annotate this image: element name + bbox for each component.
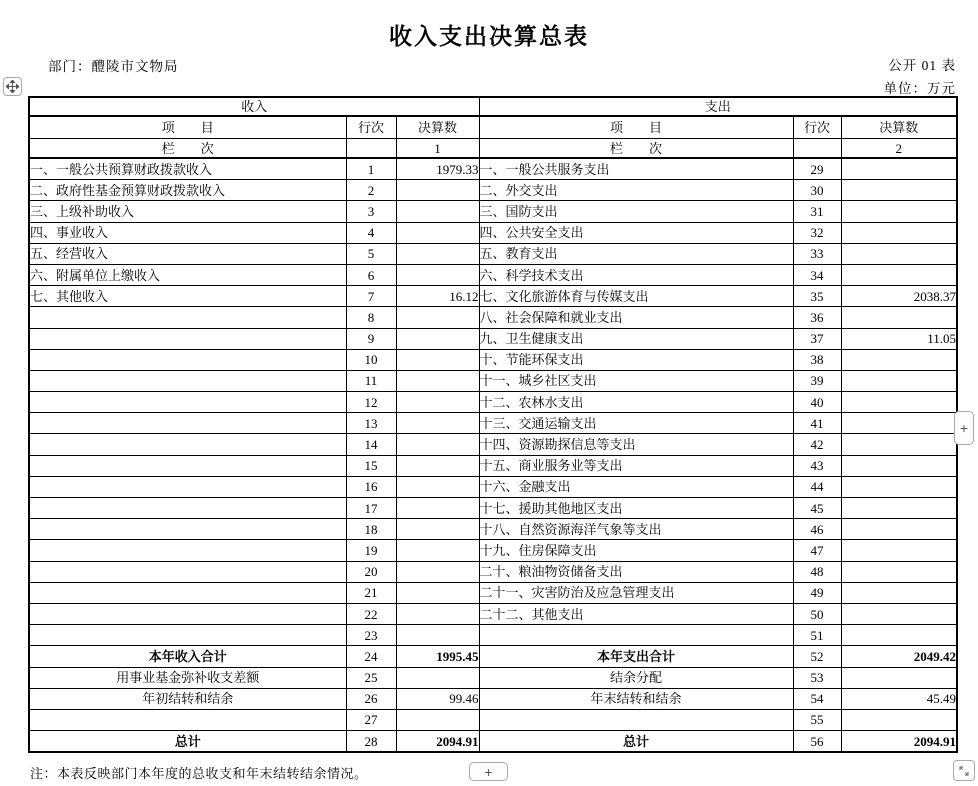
expenditure-line-cell: 55: [793, 709, 841, 730]
expenditure-line-cell: 36: [793, 307, 841, 328]
income-line-cell: 11: [346, 370, 396, 391]
expenditure-item-cell: 十六、金融支出: [479, 476, 793, 497]
table-row: [29, 243, 957, 264]
expenditure-amount-cell: [841, 561, 957, 582]
table-row: [29, 603, 957, 624]
expenditure-line-cell: 45: [793, 498, 841, 519]
income-item-cell: 用事业基金弥补收支差额: [29, 667, 346, 688]
income-amount-cell: [396, 264, 479, 285]
move-icon: [6, 80, 19, 93]
income-item-cell: [29, 413, 346, 434]
expenditure-line-cell: 49: [793, 582, 841, 603]
income-amount-cell: 16.12: [396, 286, 479, 307]
income-line-cell: 23: [346, 625, 396, 646]
income-amount-cell: [396, 540, 479, 561]
income-line-header: 行次: [346, 116, 396, 139]
income-amount-cell: [396, 180, 479, 201]
income-amount-cell: [396, 328, 479, 349]
income-item-cell: [29, 519, 346, 540]
expenditure-amount-cell: [841, 349, 957, 370]
table-body: [29, 158, 957, 752]
expenditure-line-cell: 51: [793, 625, 841, 646]
income-amount-cell: [396, 370, 479, 391]
income-line-cell: 1: [346, 158, 396, 180]
expenditure-lane-label: 栏 次: [479, 139, 793, 159]
add-row-button[interactable]: [469, 762, 508, 781]
income-item-cell: 五、经营收入: [29, 243, 346, 264]
expenditure-item-cell: 一、一般公共服务支出: [479, 158, 793, 180]
income-item-cell: [29, 434, 346, 455]
expenditure-item-header: 项 目: [479, 116, 793, 139]
expenditure-amount-cell: [841, 709, 957, 730]
expenditure-amount-cell: [841, 370, 957, 391]
expenditure-item-cell: 十四、资源勘探信息等支出: [479, 434, 793, 455]
expenditure-amount-cell: [841, 307, 957, 328]
income-item-cell: 三、上级补助收入: [29, 201, 346, 222]
lane-header-row: [29, 139, 957, 159]
expenditure-item-cell: 总计: [479, 731, 793, 753]
table-row: [29, 646, 957, 667]
income-line-cell: 27: [346, 709, 396, 730]
expenditure-line-cell: 32: [793, 222, 841, 243]
income-item-cell: 年初结转和结余: [29, 688, 346, 709]
expenditure-amount-cell: 45.49: [841, 688, 957, 709]
income-line-cell: 6: [346, 264, 396, 285]
table-row: [29, 434, 957, 455]
table-row: [29, 264, 957, 285]
income-line-cell: 26: [346, 688, 396, 709]
income-line-cell: 25: [346, 667, 396, 688]
table-resize-handle[interactable]: [953, 760, 975, 781]
expenditure-line-cell: 47: [793, 540, 841, 561]
income-item-cell: [29, 307, 346, 328]
expenditure-amount-cell: [841, 180, 957, 201]
expenditure-line-cell: 37: [793, 328, 841, 349]
income-amount-cell: [396, 349, 479, 370]
expenditure-amount-cell: [841, 603, 957, 624]
table-move-handle[interactable]: [3, 77, 22, 96]
income-item-cell: [29, 582, 346, 603]
table-code-label: 公开 01 表: [888, 58, 956, 73]
table-row: [29, 286, 957, 307]
income-amount-cell: [396, 413, 479, 434]
expenditure-item-cell: 五、教育支出: [479, 243, 793, 264]
income-item-cell: [29, 349, 346, 370]
income-item-cell: [29, 328, 346, 349]
table-row: [29, 625, 957, 646]
expenditure-amount-cell: 11.05: [841, 328, 957, 349]
income-item-cell: 一、一般公共预算财政拨款收入: [29, 158, 346, 180]
expenditure-amount-cell: [841, 455, 957, 476]
income-lane-label: 栏 次: [29, 139, 346, 159]
expenditure-item-cell: 六、科学技术支出: [479, 264, 793, 285]
expenditure-amount-header: 决算数: [841, 116, 957, 139]
table-row: [29, 476, 957, 497]
unit-label: 单位：万元: [883, 81, 956, 96]
expenditure-amount-cell: [841, 413, 957, 434]
expenditure-amount-cell: 2049.42: [841, 646, 957, 667]
income-line-cell: 21: [346, 582, 396, 603]
income-lane-value: 1: [396, 139, 479, 159]
income-amount-cell: 2094.91: [396, 731, 479, 753]
table-row: [29, 392, 957, 413]
expenditure-line-cell: 40: [793, 392, 841, 413]
expenditure-line-cell: 53: [793, 667, 841, 688]
income-amount-cell: [396, 582, 479, 603]
expenditure-item-cell: 三、国防支出: [479, 201, 793, 222]
page-title: 收入支出决算总表: [389, 23, 589, 49]
expenditure-lane-value: 2: [841, 139, 957, 159]
table-row: [29, 498, 957, 519]
income-amount-cell: [396, 498, 479, 519]
table-row: [29, 349, 957, 370]
income-amount-cell: [396, 476, 479, 497]
income-line-cell: 7: [346, 286, 396, 307]
income-line-cell: 9: [346, 328, 396, 349]
diagonal-resize-icon: [958, 765, 970, 777]
expenditure-amount-cell: [841, 582, 957, 603]
income-item-cell: 四、事业收入: [29, 222, 346, 243]
balance-table: [28, 96, 958, 753]
income-line-cell: 20: [346, 561, 396, 582]
expenditure-line-cell: 43: [793, 455, 841, 476]
income-line-cell: 18: [346, 519, 396, 540]
income-item-header: 项 目: [29, 116, 346, 139]
income-item-cell: 本年收入合计: [29, 646, 346, 667]
expenditure-line-cell: 56: [793, 731, 841, 753]
footnote: 注：本表反映部门本年度的总收支和年末结转结余情况。: [30, 766, 368, 781]
income-amount-cell: [396, 222, 479, 243]
income-line-cell: 17: [346, 498, 396, 519]
income-amount-cell: 1995.45: [396, 646, 479, 667]
income-item-cell: 总计: [29, 731, 346, 753]
income-line-cell: 13: [346, 413, 396, 434]
expenditure-item-cell: [479, 709, 793, 730]
income-amount-cell: [396, 243, 479, 264]
add-column-button[interactable]: [954, 411, 974, 445]
income-item-cell: [29, 625, 346, 646]
expenditure-item-cell: 四、公共安全支出: [479, 222, 793, 243]
expenditure-amount-cell: 2094.91: [841, 731, 957, 753]
expenditure-group-header: 支出: [479, 97, 957, 116]
expenditure-amount-cell: [841, 625, 957, 646]
income-item-cell: 六、附属单位上缴收入: [29, 264, 346, 285]
income-line-cell: 4: [346, 222, 396, 243]
expenditure-line-cell: 34: [793, 264, 841, 285]
expenditure-item-cell: 结余分配: [479, 667, 793, 688]
income-amount-cell: [396, 307, 479, 328]
expenditure-line-cell: 54: [793, 688, 841, 709]
expenditure-amount-cell: [841, 392, 957, 413]
income-item-cell: 七、其他收入: [29, 286, 346, 307]
income-line-cell: 16: [346, 476, 396, 497]
income-line-cell: 22: [346, 603, 396, 624]
income-item-cell: [29, 540, 346, 561]
expenditure-line-cell: 38: [793, 349, 841, 370]
income-amount-cell: [396, 709, 479, 730]
income-item-cell: [29, 709, 346, 730]
income-amount-cell: [396, 603, 479, 624]
income-amount-cell: [396, 455, 479, 476]
table-row: [29, 307, 957, 328]
expenditure-item-cell: 年末结转和结余: [479, 688, 793, 709]
expenditure-item-cell: 二、外交支出: [479, 180, 793, 201]
income-amount-cell: [396, 561, 479, 582]
income-item-cell: [29, 392, 346, 413]
expenditure-item-cell: 十三、交通运输支出: [479, 413, 793, 434]
income-amount-cell: [396, 392, 479, 413]
expenditure-item-cell: 八、社会保障和就业支出: [479, 307, 793, 328]
income-amount-cell: [396, 667, 479, 688]
expenditure-item-cell: 二十二、其他支出: [479, 603, 793, 624]
income-line-cell: 5: [346, 243, 396, 264]
income-amount-cell: [396, 201, 479, 222]
expenditure-amount-cell: [841, 201, 957, 222]
table-row: [29, 519, 957, 540]
expenditure-line-cell: 48: [793, 561, 841, 582]
expenditure-line-cell: 31: [793, 201, 841, 222]
expenditure-item-cell: 十七、援助其他地区支出: [479, 498, 793, 519]
expenditure-item-cell: [479, 625, 793, 646]
expenditure-amount-cell: [841, 476, 957, 497]
expenditure-line-cell: 50: [793, 603, 841, 624]
table-row: [29, 370, 957, 391]
expenditure-amount-cell: [841, 519, 957, 540]
expenditure-lane-spacer: [793, 139, 841, 159]
expenditure-item-cell: 九、卫生健康支出: [479, 328, 793, 349]
income-line-cell: 28: [346, 731, 396, 753]
table-row: [29, 158, 957, 180]
income-item-cell: 二、政府性基金预算财政拨款收入: [29, 180, 346, 201]
income-line-cell: 14: [346, 434, 396, 455]
table-row: [29, 328, 957, 349]
income-item-cell: [29, 561, 346, 582]
expenditure-line-cell: 33: [793, 243, 841, 264]
expenditure-line-cell: 44: [793, 476, 841, 497]
income-line-cell: 12: [346, 392, 396, 413]
income-amount-cell: [396, 519, 479, 540]
table-row: [29, 731, 957, 753]
department-label: 部门：醴陵市文物局: [48, 59, 179, 74]
expenditure-item-cell: 十二、农林水支出: [479, 392, 793, 413]
table-row: [29, 180, 957, 201]
expenditure-item-cell: 本年支出合计: [479, 646, 793, 667]
expenditure-item-cell: 二十、粮油物资储备支出: [479, 561, 793, 582]
expenditure-line-cell: 52: [793, 646, 841, 667]
table-row: [29, 688, 957, 709]
expenditure-amount-cell: [841, 498, 957, 519]
income-amount-cell: [396, 625, 479, 646]
expenditure-amount-cell: [841, 158, 957, 180]
expenditure-item-cell: 十八、自然资源海洋气象等支出: [479, 519, 793, 540]
expenditure-line-cell: 46: [793, 519, 841, 540]
plus-icon: +: [484, 763, 493, 780]
table-row: [29, 540, 957, 561]
income-line-cell: 3: [346, 201, 396, 222]
expenditure-amount-cell: [841, 222, 957, 243]
table-row: [29, 582, 957, 603]
expenditure-amount-cell: [841, 243, 957, 264]
expenditure-line-cell: 39: [793, 370, 841, 391]
expenditure-amount-cell: [841, 264, 957, 285]
expenditure-line-header: 行次: [793, 116, 841, 139]
table-row: [29, 667, 957, 688]
table-row: [29, 455, 957, 476]
income-item-cell: [29, 476, 346, 497]
table-row: [29, 222, 957, 243]
expenditure-item-cell: 十五、商业服务业等支出: [479, 455, 793, 476]
group-header-row: [29, 97, 957, 116]
column-header-row: [29, 116, 957, 139]
income-lane-spacer: [346, 139, 396, 159]
income-group-header: 收入: [29, 97, 479, 116]
income-line-cell: 19: [346, 540, 396, 561]
expenditure-amount-cell: [841, 667, 957, 688]
income-line-cell: 10: [346, 349, 396, 370]
expenditure-line-cell: 41: [793, 413, 841, 434]
expenditure-item-cell: 十、节能环保支出: [479, 349, 793, 370]
income-amount-cell: 99.46: [396, 688, 479, 709]
income-item-cell: [29, 603, 346, 624]
expenditure-line-cell: 30: [793, 180, 841, 201]
table-row: [29, 561, 957, 582]
income-item-cell: [29, 498, 346, 519]
expenditure-item-cell: 七、文化旅游体育与传媒支出: [479, 286, 793, 307]
expenditure-item-cell: 十九、住房保障支出: [479, 540, 793, 561]
expenditure-amount-cell: [841, 434, 957, 455]
income-item-cell: [29, 370, 346, 391]
table-row: [29, 413, 957, 434]
table-row: [29, 201, 957, 222]
income-line-cell: 24: [346, 646, 396, 667]
income-amount-cell: [396, 434, 479, 455]
expenditure-amount-cell: 2038.37: [841, 286, 957, 307]
income-line-cell: 15: [346, 455, 396, 476]
expenditure-line-cell: 35: [793, 286, 841, 307]
income-item-cell: [29, 455, 346, 476]
table-row: [29, 709, 957, 730]
expenditure-line-cell: 42: [793, 434, 841, 455]
expenditure-item-cell: 十一、城乡社区支出: [479, 370, 793, 391]
income-amount-cell: 1979.33: [396, 158, 479, 180]
plus-icon: +: [959, 420, 969, 436]
expenditure-item-cell: 二十一、灾害防治及应急管理支出: [479, 582, 793, 603]
expenditure-line-cell: 29: [793, 158, 841, 180]
income-line-cell: 8: [346, 307, 396, 328]
income-amount-header: 决算数: [396, 116, 479, 139]
expenditure-amount-cell: [841, 540, 957, 561]
income-line-cell: 2: [346, 180, 396, 201]
